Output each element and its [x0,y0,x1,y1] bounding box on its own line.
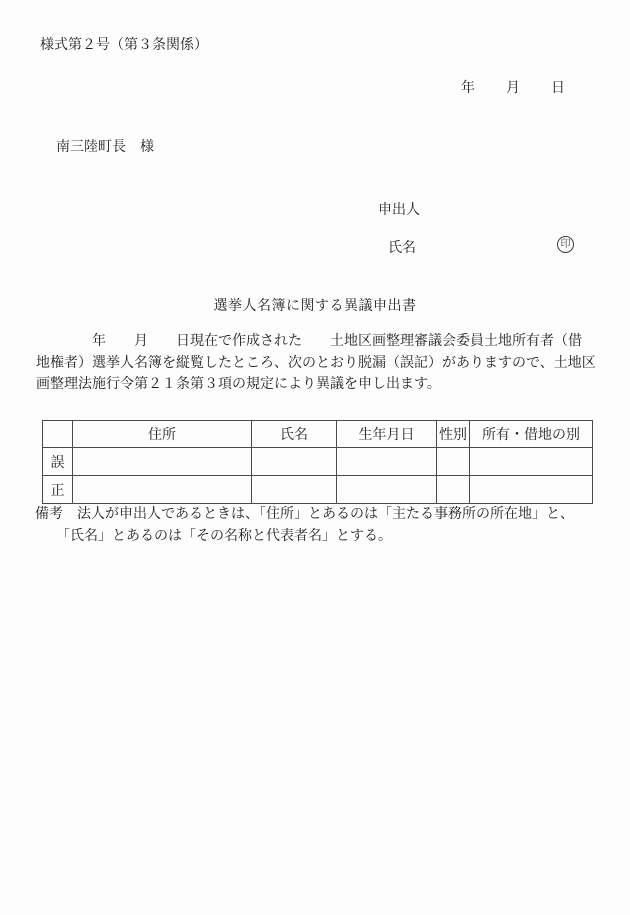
addressee: 南三陸町長 様 [56,140,154,155]
remarks-line: 「氏名」とあるのは「その名称と代表者名」とする。 [56,528,392,544]
remarks-note [35,504,574,547]
cell-correct-ownership [470,476,593,504]
cell-correct-address [73,476,252,504]
seal-mark-text: 印 [560,239,571,250]
body-paragraph [36,331,596,396]
cell-correct-birthdate [337,476,437,504]
row-label-error: 誤 [43,448,73,476]
header-cell-birthdate: 生年月日 [337,421,437,448]
cell-correct-name [252,476,337,504]
cell-error-sex [437,448,470,476]
table-header-row [43,421,593,448]
cell-error-name [252,448,337,476]
header-cell-ownership: 所有・借地の別 [470,421,593,448]
table-row-correct [43,476,593,504]
cell-error-address [73,448,252,476]
header-cell-name: 氏名 [252,421,337,448]
cell-correct-sex [437,476,470,504]
header-cell-address: 住所 [73,421,252,448]
header-cell-sex: 性別 [437,421,470,448]
date-blank-line: 年 月 日 [461,81,566,96]
objection-table [42,420,593,504]
table-row-error [43,448,593,476]
row-label-correct: 正 [43,476,73,504]
cell-error-ownership [470,448,593,476]
body-line: 地権者）選挙人名簿を縦覧したところ、次のとおり脱漏（誤記）がありますので、土地区 [36,355,596,371]
document-title: 選挙人名簿に関する異議申出書 [213,299,417,314]
name-label: 氏名 [388,241,416,256]
body-line: 年 月 日現在で作成された 土地区画整理審議会委員土地所有者（借 [36,334,582,349]
header-cell-blank [43,421,73,448]
body-line: 画整理法施行令第２１条第３項の規定により異議を申し出ます。 [36,377,441,392]
seal-mark-icon [557,236,574,253]
form-number: 様式第２号（第３条関係） [40,38,208,53]
remarks-line: 備考 法人が申出人であるときは、「住所」とあるのは「主たる事務所の所在地」と、 [35,507,574,522]
cell-error-birthdate [337,448,437,476]
applicant-label: 申出人 [378,203,420,218]
